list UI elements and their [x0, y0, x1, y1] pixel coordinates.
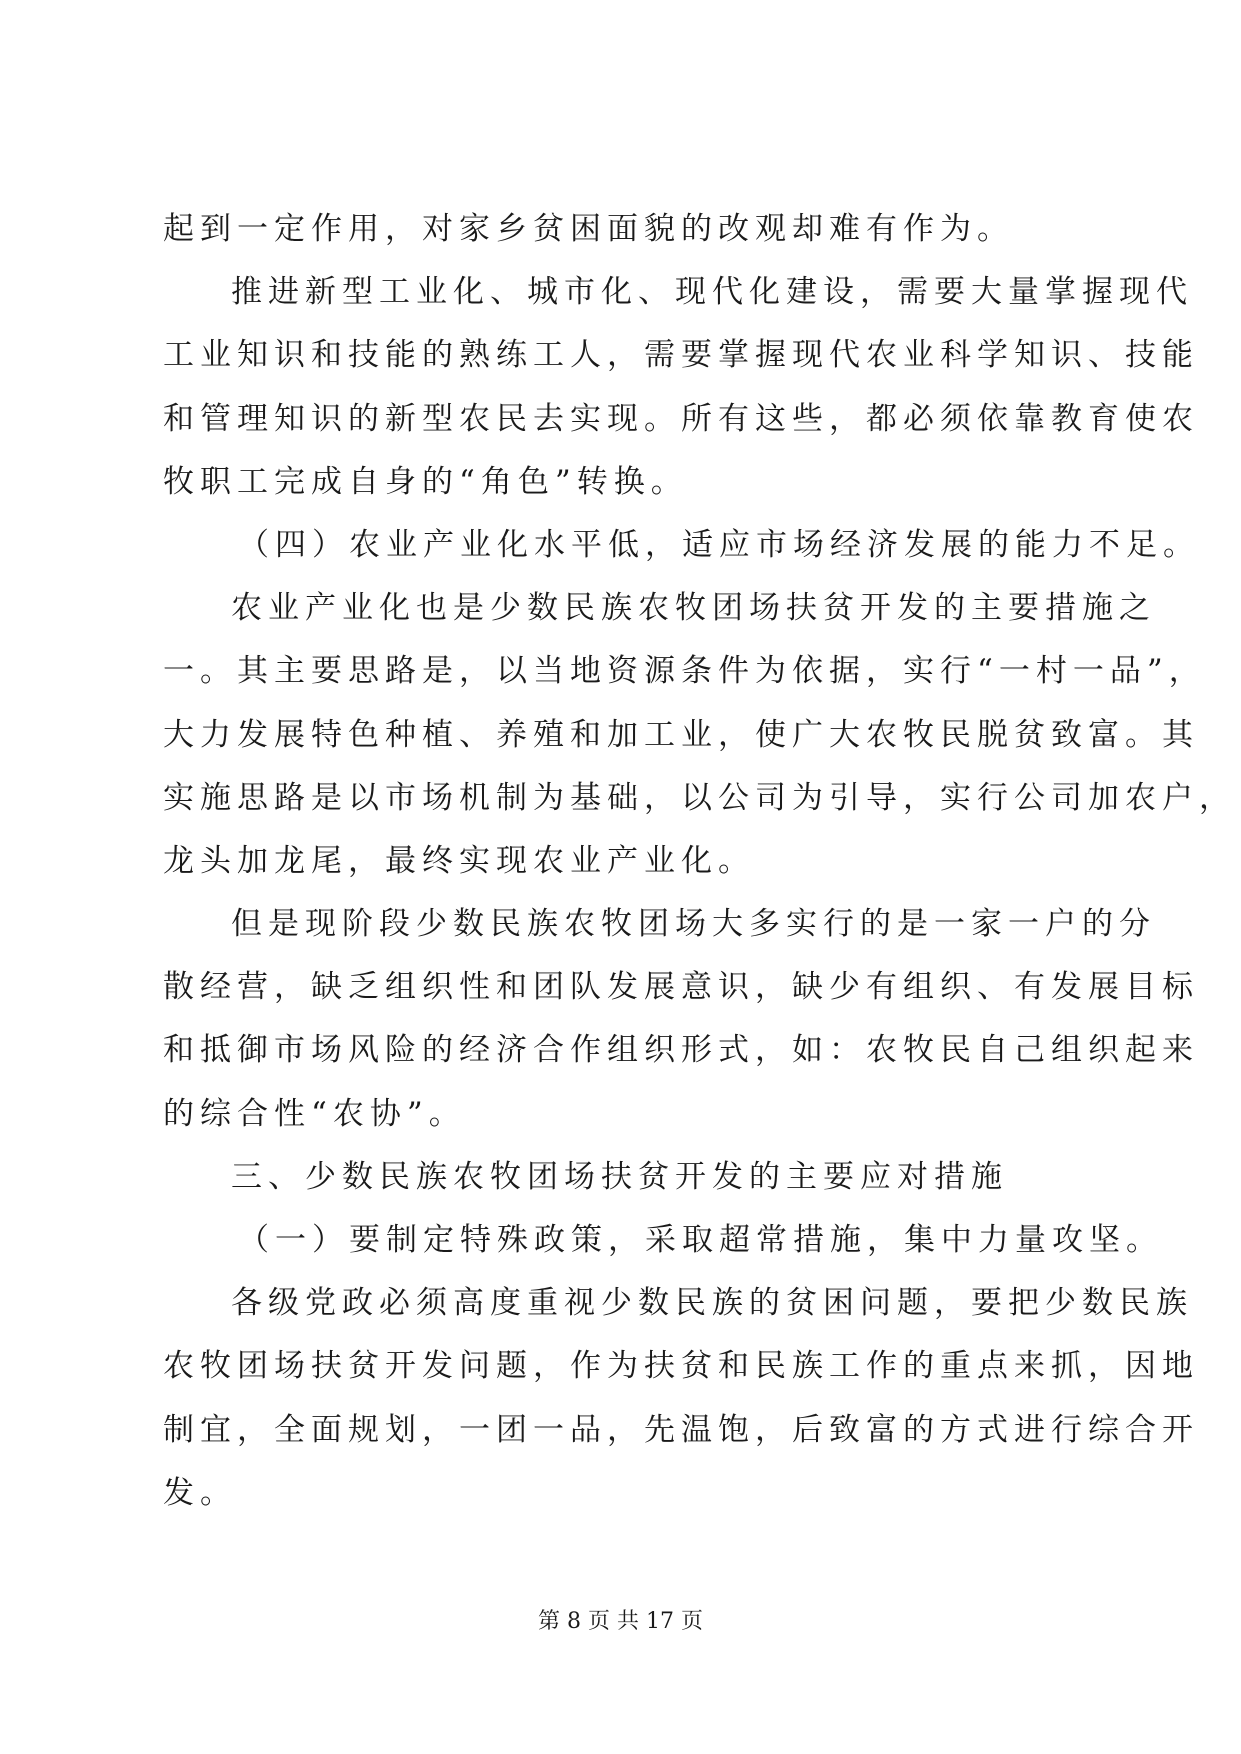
section-heading-3: 三、少数民族农牧团场扶贫开发的主要应对措施	[231, 1158, 1008, 1195]
text-line-12: 但是现阶段少数民族农牧团场大多实行的是一家一户的分	[231, 906, 1156, 943]
text-line-19: 农牧团场扶贫开发问题，作为扶贫和民族工作的重点来抓，因地	[163, 1348, 1199, 1385]
text-line-5: 牧职工完成自身的“角色”转换。	[163, 463, 688, 500]
text-line-20: 制宜，全面规划，一团一品，先温饱，后致富的方式进行综合开	[163, 1411, 1199, 1448]
text-line-9: 大力发展特色种植、养殖和加工业，使广大农牧民脱贫致富。其	[163, 716, 1199, 753]
text-line-8: 一。其主要思路是，以当地资源条件为依据，实行“一村一品”，	[163, 653, 1206, 690]
page-number-footer: 第 8 页 共 17 页	[538, 1609, 703, 1634]
text-line-21: 发。	[163, 1474, 237, 1511]
subsection-heading-1: （一）要制定特殊政策，采取超常措施，集中力量攻坚。	[238, 1222, 1163, 1258]
text-line-15: 的综合性“农协”。	[163, 1095, 466, 1132]
text-line-13: 散经营，缺乏组织性和团队发展意识，缺少有组织、有发展目标	[163, 969, 1199, 1006]
text-line-7: 农业产业化也是少数民族农牧团场扶贫开发的主要措施之	[231, 590, 1156, 627]
text-line-2: 推进新型工业化、城市化、现代化建设，需要大量掌握现代	[231, 274, 1193, 311]
text-line-18: 各级党政必须高度重视少数民族的贫困问题，要把少数民族	[231, 1285, 1193, 1322]
text-line-10: 实施思路是以市场机制为基础，以公司为引导，实行公司加农户，	[163, 779, 1236, 816]
section-heading-4: （四）农业产业化水平低，适应市场经济发展的能力不足。	[238, 526, 1200, 563]
text-line-4: 和管理知识的新型农民去实现。所有这些，都必须依靠教育使农	[163, 400, 1199, 437]
text-line-11: 龙头加龙尾，最终实现农业产业化。	[163, 842, 755, 879]
text-line-1: 起到一定作用，对家乡贫困面貌的改观却难有作为。	[163, 211, 1014, 247]
body-text	[163, 198, 1236, 1525]
text-line-3: 工业知识和技能的熟练工人，需要掌握现代农业科学知识、技能	[163, 337, 1199, 374]
text-line-14: 和抵御市场风险的经济合作组织形式，如：农牧民自己组织起来	[163, 1032, 1199, 1069]
